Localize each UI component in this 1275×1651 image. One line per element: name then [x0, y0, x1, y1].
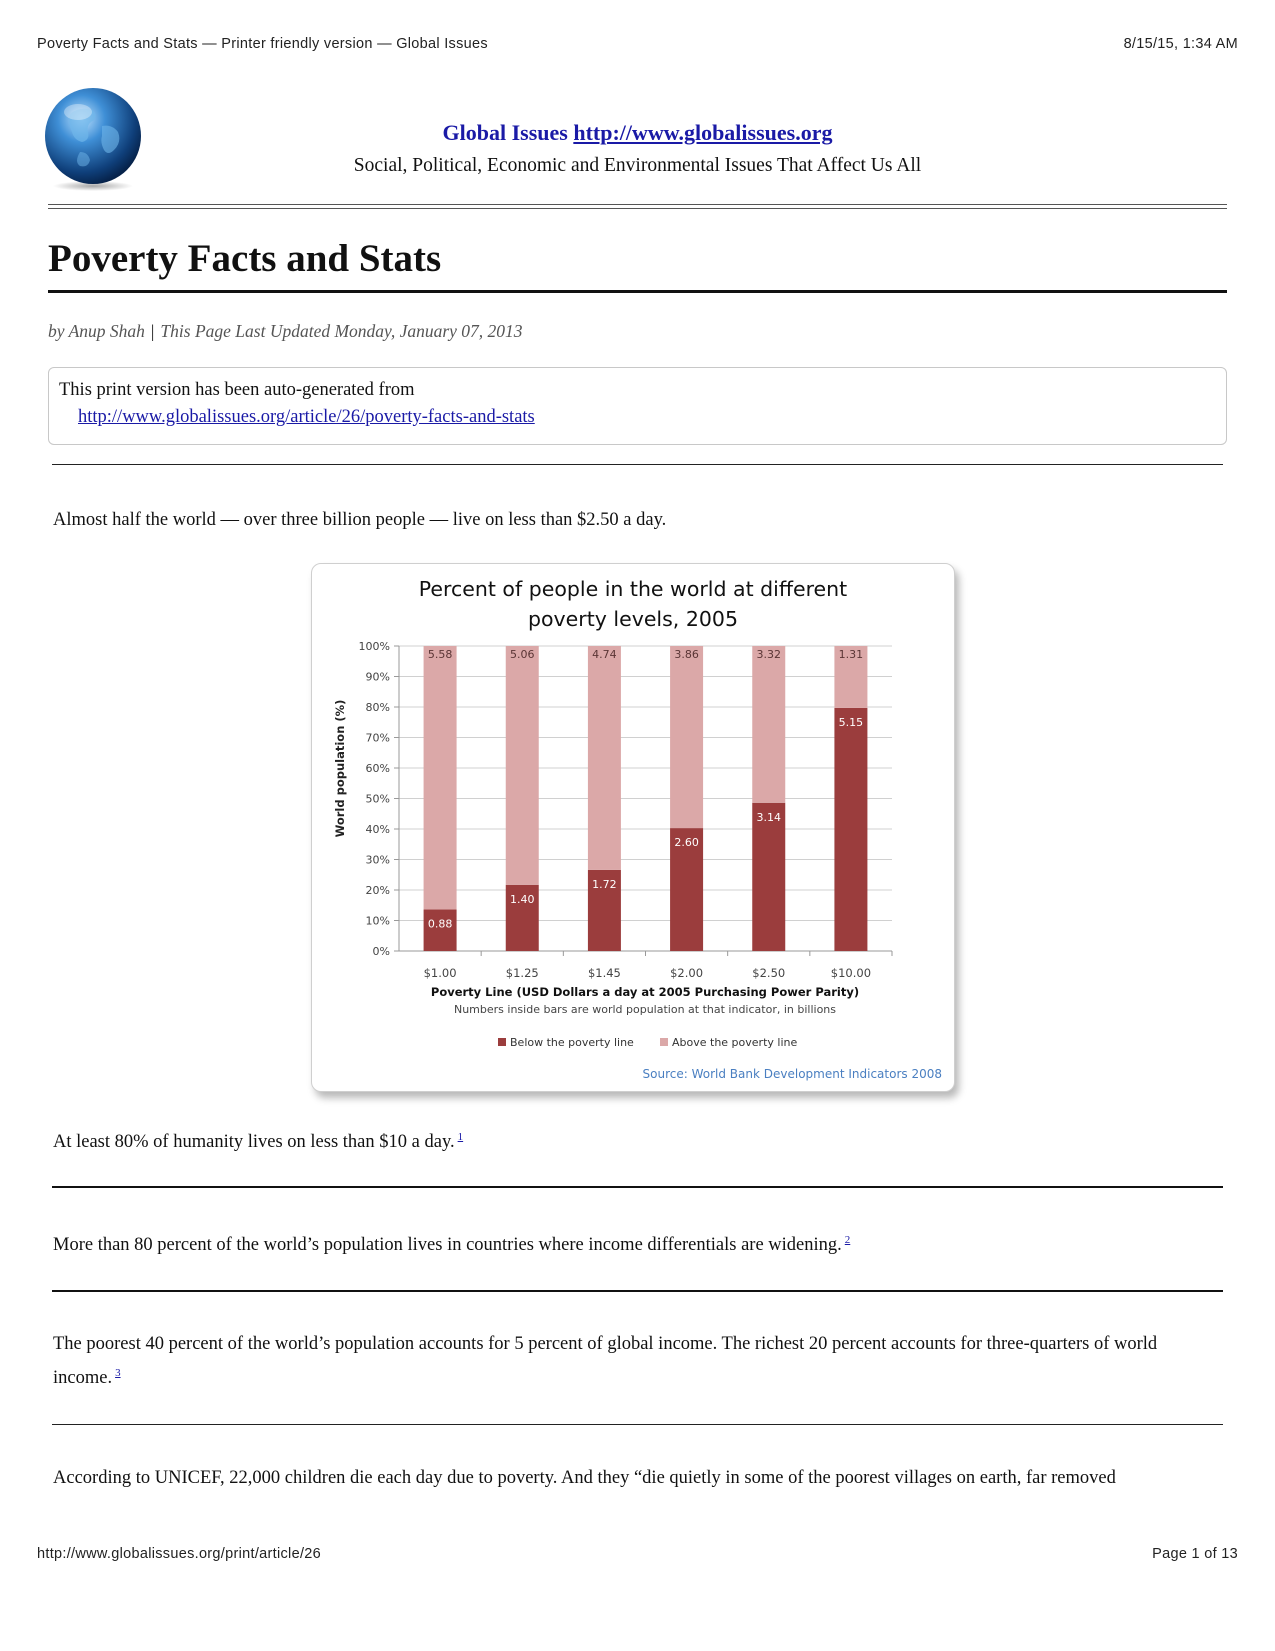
x-tick-label: $10.00 [830, 966, 872, 980]
y-tick-label: 70% [365, 731, 390, 745]
y-tick-label: 60% [365, 762, 390, 775]
page-number: Page 1 of 13 [1152, 1546, 1238, 1562]
masthead-divider [48, 204, 1227, 209]
chart-title-line: Percent of people in the world at different [418, 577, 848, 601]
section-divider [52, 1186, 1223, 1188]
bar-below-label: 1.40 [510, 892, 535, 906]
print-header-timestamp: 8/15/15, 1:34 AM [1123, 36, 1238, 52]
paragraph-3 [53, 1226, 1219, 1260]
chart-title-line: poverty levels, 2005 [527, 607, 739, 631]
chart-svg [312, 564, 954, 1091]
bar-above-label: 4.74 [592, 648, 617, 661]
paragraph-1 [53, 506, 1219, 535]
bar-above-4 [752, 646, 785, 803]
paragraph-text: At least 80% of humanity lives on less than $10 a day. [53, 1132, 455, 1153]
print-notice [48, 367, 1227, 445]
legend-swatch-0 [498, 1038, 506, 1046]
y-axis-label: World population (%) [333, 699, 347, 838]
bar-above-3 [670, 646, 703, 828]
bar-above-label: 1.31 [838, 648, 864, 661]
title-divider [48, 290, 1227, 293]
bar-below-label: 1.72 [592, 877, 617, 891]
section-divider [52, 464, 1223, 465]
print-footer-url: http://www.globalissues.org/print/article/26 [37, 1546, 321, 1562]
bar-above-label: 3.86 [674, 648, 699, 661]
x-tick-label: $1.45 [587, 966, 621, 980]
legend-label-1: Above the poverty line [672, 1036, 798, 1049]
bar-above-label: 5.58 [427, 648, 453, 661]
bar-above-0 [424, 646, 457, 910]
x-tick-label: $1.25 [505, 966, 539, 980]
y-tick-label: 10% [365, 914, 390, 928]
x-tick-label: $2.50 [752, 966, 786, 980]
source-article-link[interactable]: http://www.globalissues.org/article/26/poverty-facts-and-stats [78, 407, 535, 427]
legend-swatch-1 [660, 1038, 668, 1046]
bar-above-1 [506, 646, 539, 885]
print-footer [37, 1546, 1238, 1562]
site-name: Global Issues [442, 120, 568, 145]
y-tick-label: 90% [365, 670, 390, 684]
x-tick-label: $2.00 [670, 966, 704, 980]
paragraph-text: Almost half the world — over three billion people — live on less than $2.50 a day. [53, 510, 667, 530]
poverty-chart [311, 563, 955, 1092]
bar-below-label: 5.15 [838, 715, 864, 729]
paragraph-4 [53, 1330, 1219, 1393]
section-divider [52, 1290, 1223, 1292]
x-tick-label: $1.00 [423, 966, 457, 980]
bar-below-label: 3.14 [756, 810, 781, 824]
chart-source: Source: World Bank Development Indicators 2008 [642, 1067, 942, 1081]
footnote-link-1[interactable]: 1 [457, 1131, 464, 1143]
chart-subtitle: Numbers inside bars are world population at that indicator, in billions [453, 1003, 837, 1016]
bar-above-label: 5.06 [510, 648, 535, 661]
paragraph-text: The poorest 40 percent of the world’s population accounts for 5 percent of global income. The richest 20 percent accounts for three-quarters of world income. [53, 1334, 1158, 1389]
legend-label-0: Below the poverty line [510, 1036, 634, 1049]
site-tagline: Social, Political, Economic and Environmental Issues That Affect Us All [353, 155, 922, 176]
y-tick-label: 50% [365, 792, 390, 806]
site-url-link[interactable]: http://www.globalissues.org [573, 120, 833, 145]
last-updated: This Page Last Updated Monday, January 07, 2013 [160, 321, 523, 341]
bar-below-label: 0.88 [427, 917, 453, 931]
x-axis-label: Poverty Line (USD Dollars a day at 2005 Purchasing Power Parity) [430, 985, 860, 999]
masthead [48, 84, 1227, 208]
y-tick-label: 80% [365, 701, 390, 714]
bar-above-2 [588, 646, 621, 870]
print-header-title: Poverty Facts and Stats — Printer friendly version — Global Issues [37, 36, 488, 52]
print-header [37, 36, 1238, 52]
footnote-link-3[interactable]: 3 [115, 1367, 121, 1379]
print-notice-text: This print version has been auto-generated from [59, 380, 415, 400]
bar-below-4 [752, 803, 785, 951]
paragraph-2 [53, 1123, 1219, 1157]
bar-below-5 [834, 708, 867, 951]
paragraph-5 [53, 1464, 1219, 1493]
page-title: Poverty Facts and Stats [48, 237, 442, 280]
section-divider [52, 1424, 1223, 1425]
y-tick-label: 100% [358, 640, 390, 653]
site-title [48, 120, 1227, 146]
bar-above-label: 3.32 [756, 648, 781, 661]
paragraph-text: According to UNICEF, 22,000 children die each day due to poverty. And they “die quietly in some of the poorest villages on earth, far removed [53, 1468, 1116, 1488]
y-tick-label: 40% [365, 823, 390, 836]
footnote-link-2[interactable]: 2 [844, 1234, 851, 1246]
byline-separator: | [150, 321, 155, 341]
y-tick-label: 20% [365, 884, 390, 897]
y-tick-label: 0% [372, 945, 390, 958]
bar-below-label: 2.60 [674, 836, 699, 850]
byline [48, 321, 523, 342]
author: by Anup Shah [48, 321, 145, 341]
paragraph-text: More than 80 percent of the world’s population lives in countries where income differentials are widening. [53, 1235, 842, 1256]
y-tick-label: 30% [365, 853, 390, 867]
